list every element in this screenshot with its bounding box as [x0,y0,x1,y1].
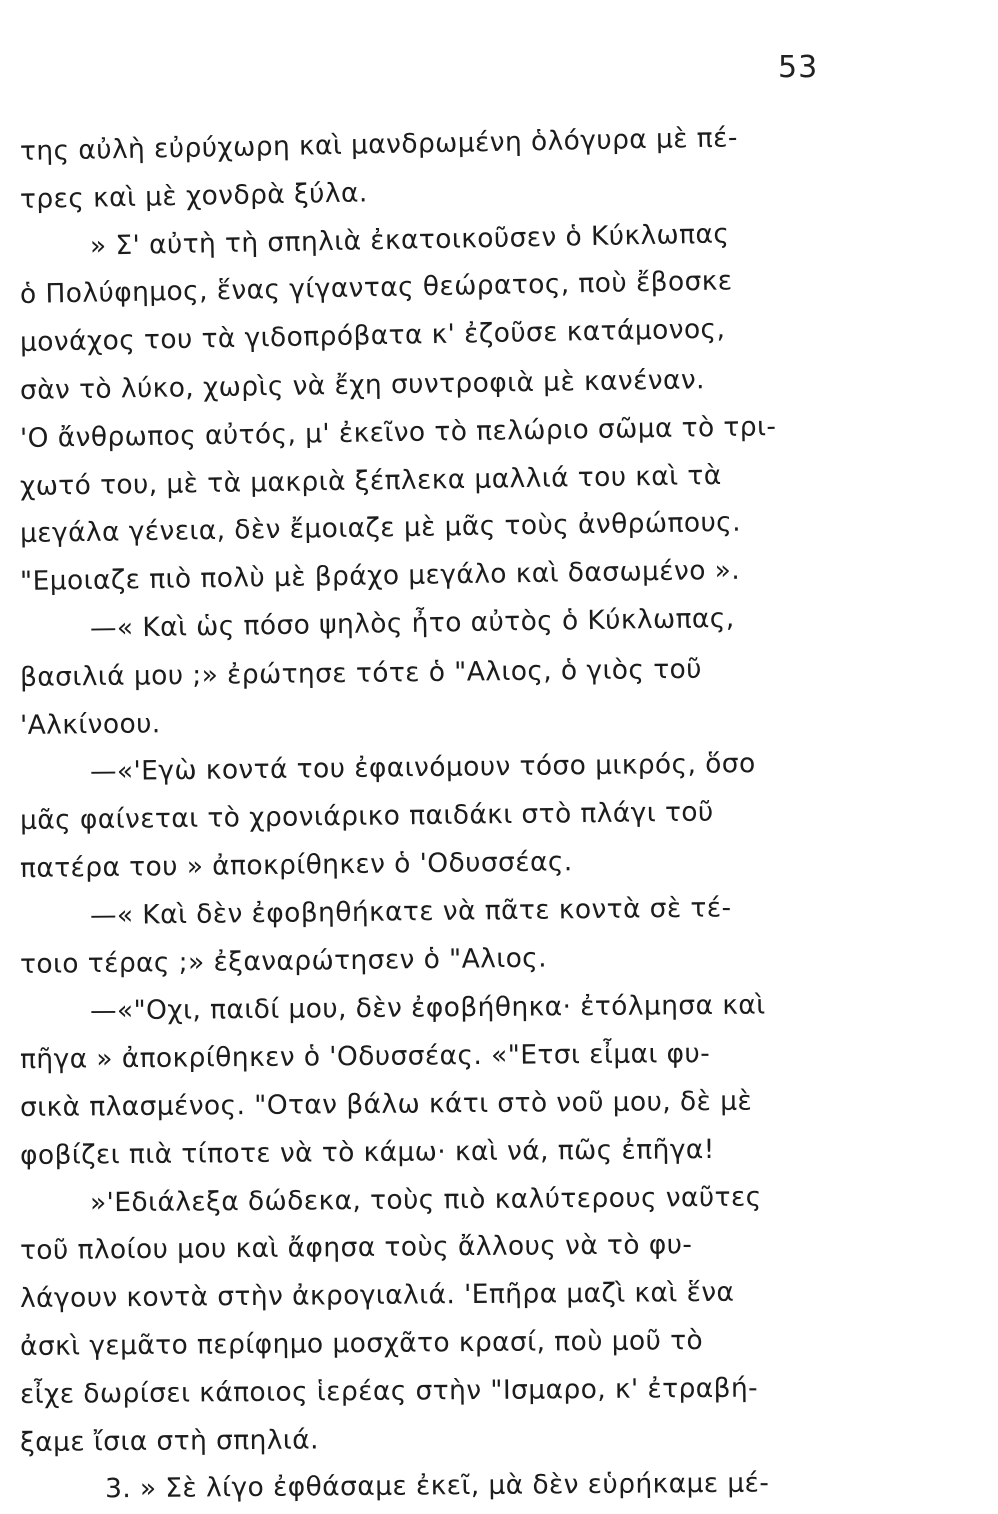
text-line: ἀσκὶ γεμᾶτο περίφημο μοσχᾶτο κρασί, ποὺ μοῦ τὸ [19,1324,704,1362]
text-line: σὰν τὸ λύκο, χωρὶς νὰ ἔχη συντροφιὰ μὲ κανέναν. [19,364,706,406]
text-line: » Σ' αὐτὴ τὴ σπηλιὰ ἐκατοικοῦσεν ὁ Κύκλωπας [89,217,730,262]
text-line: ξαμε ἴσια στὴ σπηλιά. [19,1423,320,1458]
text-line: εἶχε δωρίσει κάποιος ἱερέας στὴν "Ισμαρο, κ' ἐτραβή- [19,1372,759,1410]
text-line: της αὐλὴ εὐρύχωρη καὶ μανδρωμένη ὁλόγυρα μὲ πέ- [19,122,739,167]
text-line: τρες καὶ μὲ χονδρὰ ξύλα. [19,177,368,215]
text-line: πατέρα του » ἀποκρίθηκεν ὁ 'Οδυσσέας. [19,846,573,884]
text-line: —« Καὶ ὡς πόσο ψηλὸς ἦτο αὐτὸς ὁ Κύκλωπας, [89,602,735,644]
text-line: τοιο τέρας ;» ἐξαναρώτησεν ὁ "Αλιος. [19,942,548,980]
text-line: μονάχος του τὰ γιδοπρόβατα κ' ἐζοῦσε κατάμονος, [19,313,726,359]
text-line: —«"Οχι, παιδί μου, δὲν ἐφοβήθηκα· ἐτόλμησα καὶ [89,989,766,1027]
text-line: —« Καὶ δὲν ἐφοβηθήκατε νὰ πᾶτε κοντὰ σὲ τέ- [89,892,732,931]
text-body [19,122,900,1514]
text-line: —«'Εγὼ κοντά του ἐφαινόμουν τόσο μικρός, ὅσο [89,748,756,788]
text-line: »'Εδιάλεξα δώδεκα, τοὺς πιὸ καλύτερους ναῦτες [89,1181,762,1218]
text-line: βασιλιά μου ;» ἐρώτησε τότε ὁ "Αλιος, ὁ γιὸς τοῦ [19,653,703,693]
text-line: "Εμοιαζε πιὸ πολὺ μὲ βράχο μεγάλο καὶ δασωμένο ». [19,554,741,598]
text-line: 'Αλκίνοου. [19,707,161,741]
text-line: χωτό του, μὲ τὰ μακριὰ ξέπλεκα μαλλιά του καὶ τὰ [19,459,722,502]
text-line: φοβίζει πιὰ τίποτε νὰ τὸ κάμω· καὶ νά, πῶς ἐπῆγα! [19,1133,715,1171]
text-line: 'Ο ἄνθρωπος αὐτός, μ' ἐκεῖνο τὸ πελώριο σῶμα τὸ τρι- [19,410,777,454]
text-line: τοῦ πλοίου μου καὶ ἄφησα τοὺς ἄλλους νὰ τὸ φυ- [19,1229,693,1267]
text-line: μεγάλα γένεια, δὲν ἔμοιαζε μὲ μᾶς τοὺς ἀνθρώπους. [19,507,742,550]
text-line: λάγουν κοντὰ στὴν ἀκρογιαλιά. 'Επῆρα μαζὶ καὶ ἕνα [19,1276,735,1315]
text-line: μᾶς φαίνεται τὸ χρονιάρικο παιδάκι στὸ πλάγι τοῦ [19,796,714,837]
page-number: 53 [778,50,819,85]
text-line: πῆγα » ἀποκρίθηκεν ὁ 'Οδυσσέας. «"Ετσι εἶμαι φυ- [19,1038,711,1076]
text-line: 3. » Σὲ λίγο ἐφθάσαμε ἐκεῖ, μὰ δὲν εὑρήκαμε μέ- [104,1467,770,1505]
text-line: σικὰ πλασμένος. "Οταν βάλω κάτι στὸ νοῦ μου, δὲ μὲ [19,1085,753,1123]
text-line: ὁ Πολύφημος, ἕνας γίγαντας θεώρατος, ποὺ ἔβοσκε [19,265,733,311]
